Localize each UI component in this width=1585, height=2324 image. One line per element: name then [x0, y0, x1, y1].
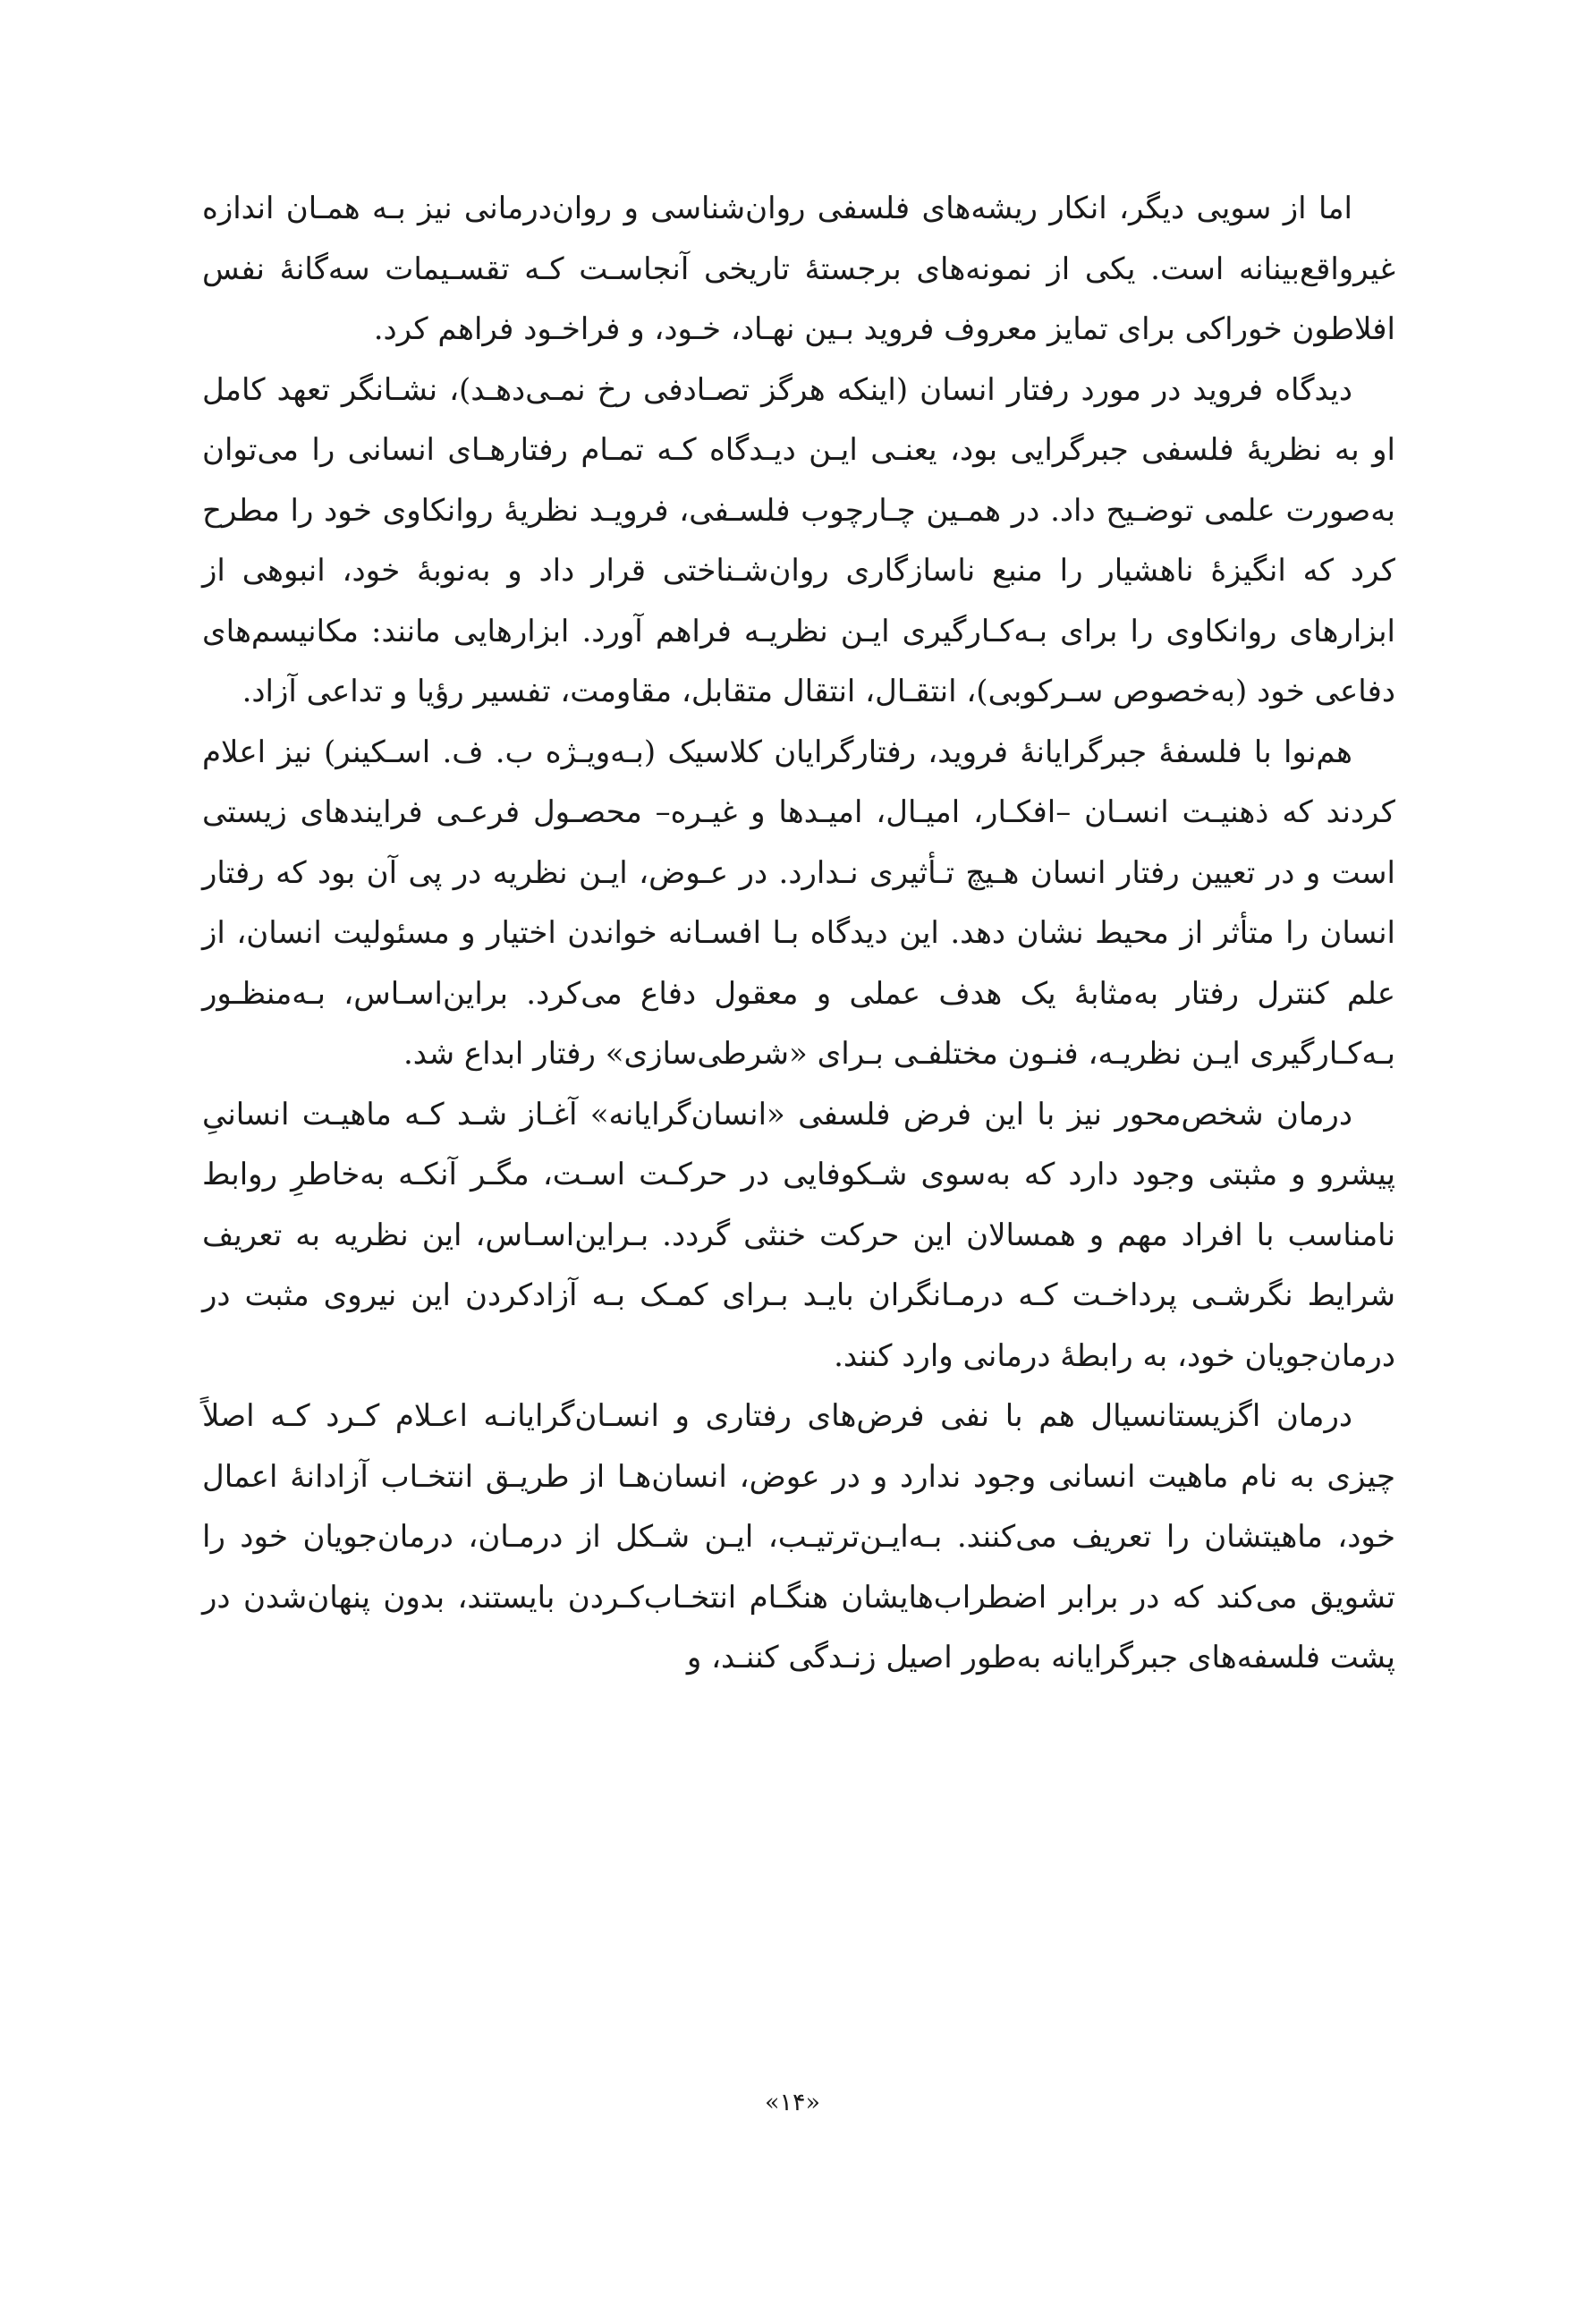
paragraph-3: هم‌نوا با فلسفهٔ جبرگرایانهٔ فروید، رفتارگرایان کلاسیک (بـه‌ویـژه ب. ف. اسـکینر) نیز اعلام کردند که ذهنیـت انسـان –افکـار، امیـال، امیـدها و غیـره– محصـول فرعـی فرایندهای زیستی است و در تعیین رفتار انسان هـیچ تـأثیری نـدارد. در عـوض، ایـن نظریه در پی آن بود که رفتار انسان را متأثر از محیط نشان دهد. این دیدگاه بـا افسـانه خواندن اختیار و مسئولیت انسان، از علم کنترل رفتار به‌مثابهٔ یک هدف عملی و معقول دفاع می‌کرد. براین‌اسـاس، بـه‌منظـور بـه‌کـارگیری ایـن نظریـه، فنـون مختلفـی بـرای «شرطی‌سازی» رفتار ابداع شد. [202, 734, 1395, 1072]
paragraph-4: درمان شخص‌محور نیز با این فرض فلسفی «انسان‌گرایانه» آغـاز شـد کـه ماهیـت انسانیِ پیشرو و مثبتی وجود دارد که به‌سوی شـکوفایی در حرکـت اسـت، مگـر آنکـه به‌خاطرِ روابط نامناسب با افراد مهم و همسالان این حرکت خنثی گردد. بـراین‌اسـاس، این نظریه به تعریف شرایط نگرشـی پرداخـت کـه درمـانگران بایـد بـرای کمـک بـه آزادکردن این نیروی مثبت در درمان‌جویان خود، به رابطهٔ درمانی وارد کنند. [202, 1096, 1395, 1374]
paragraph-5: درمان اگزیستانسیال هم با نفی فرض‌های رفتاری و انسـان‌گرایانـه اعـلام کـرد کـه اصلاً چیزی به نام ماهیت انسانی وجود ندارد و در عوض، انسان‌هـا از طریـق انتخـاب آزادانهٔ اعمال خود، ماهیتشان را تعریف می‌کنند. بـه‌ایـن‌ترتیـب، ایـن شـکل از درمـان، درمان‌جویان خود را تشویق می‌کند که در برابر اضطراب‌هایشان هنگـام انتخـاب‌کـردن بایستند، بدون پنهان‌شدن در پشت فلسفه‌های جبرگرایانه به‌طور اصیل زنـدگی کننـد، و [202, 1398, 1395, 1675]
paragraph-2: دیدگاه فروید در مورد رفتار انسان (اینکه هرگز تصـادفی رخ نمـی‌دهـد)، نشـانگر تعهد کامل او به نظریهٔ فلسفی جبرگرایی بود، یعنـی ایـن دیـدگاه کـه تمـام رفتارهـای انسانی را می‌توان به‌صورت علمی توضـیح داد. در همـین چـارچوب فلسـفی، فرویـد نظریهٔ روانکاوی خود را مطرح کرد که انگیزهٔ ناهشیار را منبع ناسازگاری روان‌شـناختی قرار داد و به‌نوبهٔ خود، انبوهی از ابزارهای روانکاوی را برای بـه‌کـارگیری ایـن نظریـه فراهم آورد. ابزارهایی مانند: مکانیسم‌های دفاعی خود (به‌خصوص سـرکوبی)، انتقـال، انتقال متقابل، مقاومت، تفسیر رؤیا و تداعی آزاد. [202, 371, 1395, 709]
paragraph-1: اما از سویی دیگر، انکار ریشه‌های فلسفی روان‌شناسی و روان‌درمانی نیز بـه همـان اندازه غیرواقع‌بینانه است. یکی از نمونه‌های برجستهٔ تاریخی آنجاسـت کـه تقسـیمات سه‌گانهٔ نفس افلاطون خوراکی برای تمایز معروف فروید بـین نهـاد، خـود، و فراخـود فراهم کرد. [202, 191, 1395, 347]
page-number: «۱۴» [764, 2089, 821, 2116]
document-body [202, 179, 1395, 1689]
